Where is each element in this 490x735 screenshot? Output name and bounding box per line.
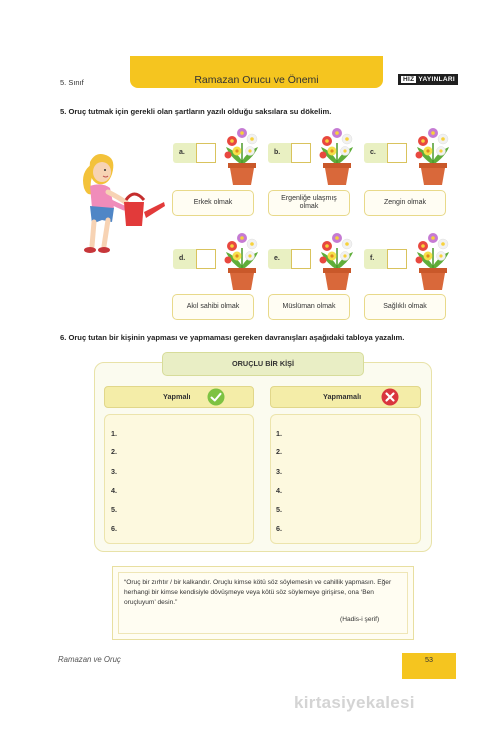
row-number: 1. <box>111 429 117 438</box>
watermark: kirtasiyekalesi <box>294 693 415 712</box>
item-d-letter: d. <box>173 249 198 269</box>
option-f: Sağlıklı olmak <box>364 294 446 320</box>
item-f-checkbox[interactable] <box>387 249 407 269</box>
girl-watering-illustration <box>62 150 172 262</box>
row-number: 3. <box>276 467 282 476</box>
item-a-checkbox[interactable] <box>196 143 216 163</box>
flower-pot-icon <box>317 230 357 290</box>
row-number: 6. <box>276 524 282 533</box>
grade-label: 5. Sınıf <box>60 78 84 87</box>
row-number: 2. <box>276 447 282 456</box>
col-dont-label: Yapmamalı <box>323 392 362 401</box>
col-body-do[interactable] <box>104 414 254 544</box>
row-number: 5. <box>276 505 282 514</box>
item-e-checkbox[interactable] <box>291 249 311 269</box>
footer-unit-title: Ramazan ve Oruç <box>58 655 121 664</box>
row-number: 1. <box>276 429 282 438</box>
question-5: 5. Oruç tutmak için gerekli olan şartların yazılı olduğu saksılara su dökelim. <box>60 107 332 116</box>
flower-pot-icon <box>222 230 262 290</box>
hadith-quote: “Oruç bir zırhtır / bir kalkandır. Oruçlu kimse kötü söz söylemesin ve cahillik yapmasın. Eğer herhangi bir kimse kendisiyle dövüşmeye veya kötü söz söylemeye girişirse, ona ‘Ben oruçluyum’ desin.” <box>124 579 392 606</box>
row-number: 6. <box>111 524 117 533</box>
option-d: Akıl sahibi olmak <box>172 294 254 320</box>
col-head-dont <box>270 386 421 408</box>
item-a-letter: a. <box>173 143 198 163</box>
col-body-dont[interactable] <box>270 414 421 544</box>
page-number: 53 <box>402 653 456 679</box>
row-number: 3. <box>111 467 117 476</box>
cross-icon <box>381 388 399 406</box>
row-number: 4. <box>111 486 117 495</box>
item-b-letter: b. <box>268 143 293 163</box>
col-head-do <box>104 386 254 408</box>
option-e: Müslüman olmak <box>268 294 350 320</box>
flower-pot-icon <box>413 125 453 185</box>
page-title: Ramazan Orucu ve Önemi <box>194 74 319 86</box>
item-e-letter: e. <box>268 249 293 269</box>
row-number: 2. <box>111 447 117 456</box>
question-6: 6. Oruç tutan bir kişinin yapması ve yapmaması gereken davranışları aşağıdaki tabloya yazalım. <box>60 333 405 342</box>
item-c-letter: c. <box>364 143 389 163</box>
check-icon <box>207 388 225 406</box>
row-number: 4. <box>276 486 282 495</box>
flower-pot-icon <box>413 230 453 290</box>
option-a: Erkek olmak <box>172 190 254 216</box>
item-f-letter: f. <box>364 249 389 269</box>
item-c-checkbox[interactable] <box>387 143 407 163</box>
table-title: ORUÇLU BİR KİŞİ <box>162 352 364 376</box>
option-b: Ergenliğe ulaşmış olmak <box>268 190 350 216</box>
quote-source: (Hadis-i şerif) <box>340 616 380 623</box>
col-do-label: Yapmalı <box>163 392 191 401</box>
option-c: Zengin olmak <box>364 190 446 216</box>
flower-pot-icon <box>222 125 262 185</box>
item-d-checkbox[interactable] <box>196 249 216 269</box>
flower-pot-icon <box>317 125 357 185</box>
publisher-hiz: HIZ <box>403 76 415 83</box>
item-b-checkbox[interactable] <box>291 143 311 163</box>
publisher-name: YAYINLARI <box>418 76 455 83</box>
row-number: 5. <box>111 505 117 514</box>
publisher-logo <box>398 74 458 85</box>
